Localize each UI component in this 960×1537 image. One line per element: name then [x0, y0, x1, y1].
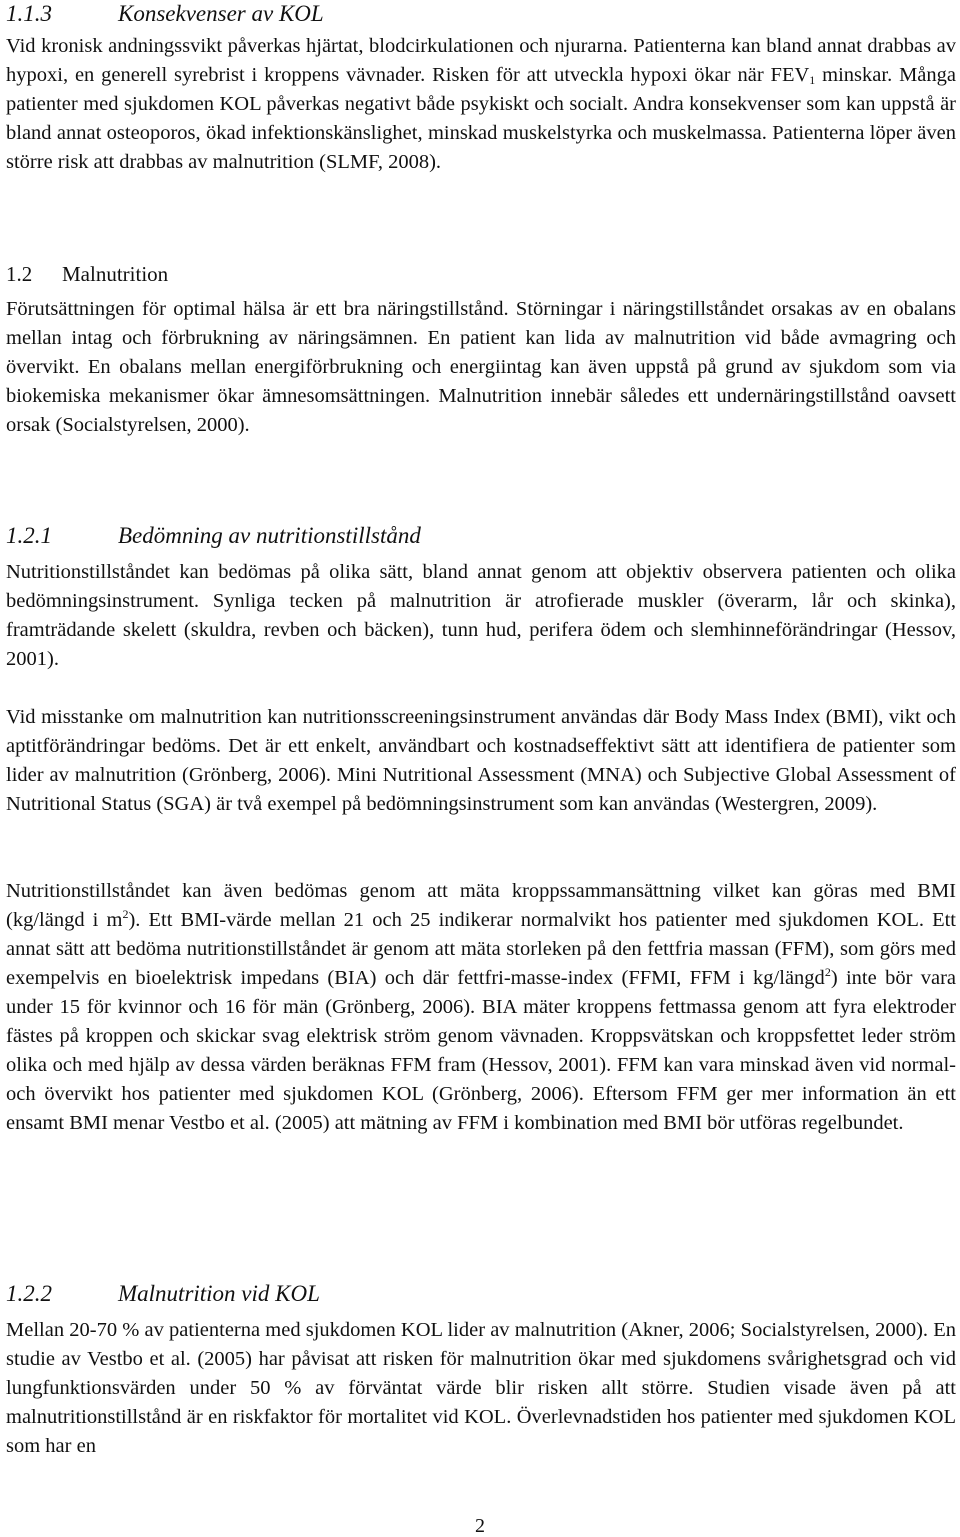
- heading-title: Bedömning av nutritionstillstånd: [118, 523, 421, 548]
- paragraph-text: ). Ett BMI-värde mellan 21 och 25 indikerar normalvikt hos patienter med sjukdomen KOL. Ett annat sätt att bedöma nutritionstillståndet är genom att mäta storleken på den fettfria massan (FFM), som görs med exempelvis en bioelektrisk impedans (BIA) och där fettfri-masse-index (FFMI, FFM i kg/längd: [6, 909, 956, 989]
- heading-title: Malnutrition vid KOL: [118, 1281, 320, 1306]
- superscript-2: 2: [122, 907, 129, 921]
- paragraph-malnutrition: Förutsättningen för optimal hälsa är ett bra näringstillstånd. Störningar i näringstillståndet orsakas av en obalans mellan intag och förbrukning av näringsämnen. En patient kan lida av malnutrition vid både avmagring och övervikt. En obalans mellan energiförbrukning och energiintag kan även uppstå på grund av sjukdom som via biokemiska mekanismer ökar ämnesomsättningen. Malnutrition innebär således ett undernäringstillstånd oavsett orsak (Socialstyrelsen, 2000).: [6, 298, 956, 436]
- heading-1-2: [6, 260, 168, 288]
- page-number: 2: [475, 1515, 485, 1537]
- paragraph-text: ) inte bör vara under 15 för kvinnor och 16 för män (Grönberg, 2006). BIA mäter kroppens fettmassa genom att fyra elektroder fästes på kroppen och skickar svag elektrisk ström genom vävnaden. Kroppsvätskan och kroppsfettet leder ström olika och med hjälp av dessa värden beräknas FFM fram (Hessov, 2001). FFM kan vara minskad även vid normal- och övervikt hos patienter med sjukdomen KOL (Grönberg, 2006). Eftersom FFM ger mer information än ett ensamt BMI menar Vestbo et al. (2005) att mätning av FFM i kombination med BMI bör utföras regelbundet.: [6, 967, 957, 1134]
- heading-number: 1.2.1: [6, 523, 52, 548]
- heading-number: 1.2: [6, 262, 33, 286]
- paragraph-bedomning-2: Vid misstanke om malnutrition kan nutritionsscreeningsinstrument användas där Body Mass Index (BMI), vikt och aptitförändringar bedöms. Det är ett enkelt, användbart och kostnadseffektivt sätt att identifiera de patienter som lider av malnutrition (Grönberg, 2006). Mini Nutritional Assessment (MNA) och Subjective Global Assessment of Nutritional Status (SGA) är två exempel på bedömningsinstrument som kan användas (Westergren, 2009).: [6, 706, 956, 815]
- paragraph-malnutrition-kol: Mellan 20-70 % av patienterna med sjukdomen KOL lider av malnutrition (Akner, 2006; Socialstyrelsen, 2000). En studie av Vestbo et al. (2005) har påvisat att risken för malnutrition ökar med sjukdomens svårighetsgrad och vid lungfunktionsvärden under 50 % av förväntat värde blir risken allt större. Studien visade även på att malnutritionstillstånd är en riskfaktor för mortalitet vid KOL. Överlevnadstiden hos patienter med sjukdomen KOL som har en: [6, 1319, 956, 1457]
- paragraph-text: Vid kronisk andningssvikt påverkas hjärtat, blodcirkulationen och njurarna. Patienterna kan bland annat drabbas av hypoxi, en generell syrebrist i kroppens vävnader. Risken för att utveckla hypoxi ökar när FEV: [6, 35, 956, 86]
- heading-title: Malnutrition: [62, 262, 169, 286]
- heading-title: Konsekvenser av KOL: [118, 1, 324, 26]
- heading-1-2-1: [6, 522, 421, 550]
- heading-1-1-3: [6, 0, 324, 28]
- paragraph-konsekvenser: [6, 32, 956, 177]
- heading-1-2-2: [6, 1280, 320, 1308]
- paragraph-text: Nutritionstillståndet kan även bedömas genom att mäta kroppssammansättning vilket kan göras med BMI (kg/längd i m: [6, 880, 956, 931]
- superscript-2: 2: [824, 965, 831, 979]
- paragraph-text: minskar. Många patienter med sjukdomen KOL påverkas negativt både psykiskt och socialt. Andra konsekvenser som kan uppstå är bland annat osteoporos, ökad infektionskänslighet, minskad muskelstyrka och muskelmassa. Patienterna löper även större risk att drabbas av malnutrition (SLMF, 2008).: [6, 64, 956, 173]
- subscript-1: 1: [809, 73, 816, 87]
- heading-number: 1.1.3: [6, 1, 52, 26]
- paragraph-bedomning-1: Nutritionstillståndet kan bedömas på olika sätt, bland annat genom att objektiv observera patienten och olika bedömningsinstrument. Synliga tecken på malnutrition är atrofierade muskler (överarm, lår och skinka), framträdande skelett (skuldra, revben och bäcken), tunn hud, perifera ödem och slemhinneförändringar (Hessov, 2001).: [6, 561, 956, 670]
- heading-number: 1.2.2: [6, 1281, 52, 1306]
- paragraph-bedomning-3: [6, 877, 956, 1138]
